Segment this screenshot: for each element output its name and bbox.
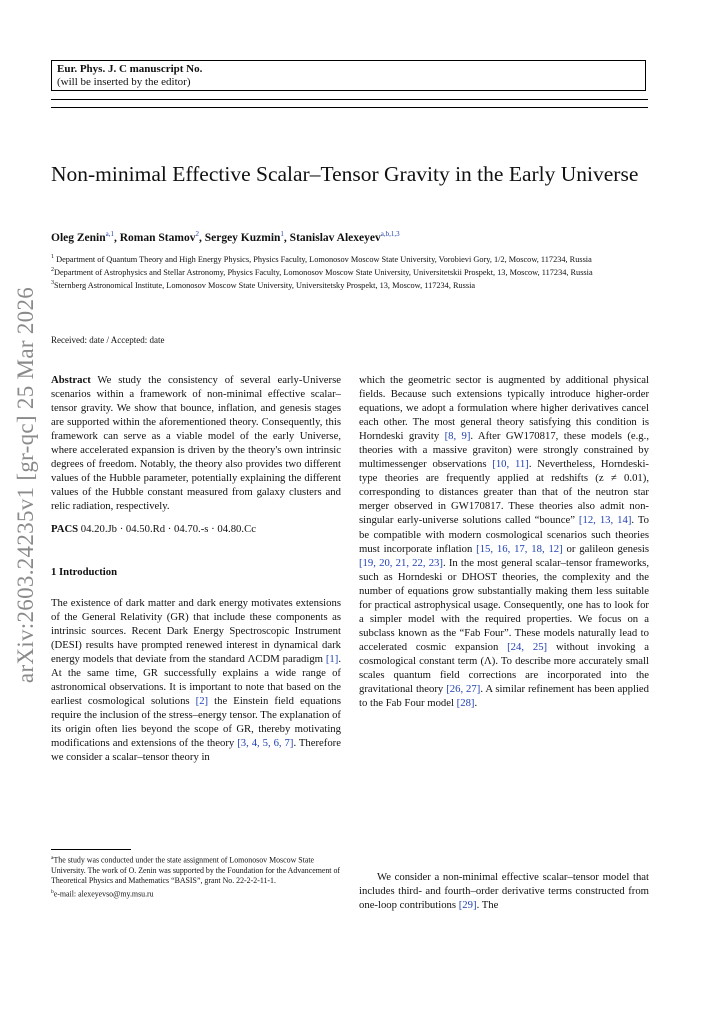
citation-link[interactable]: [15, 16, 17, 18, 12] <box>476 542 563 555</box>
citation-link[interactable]: [26, 27] <box>446 683 481 696</box>
citation-link[interactable]: [19, 20, 21, 22, 23] <box>359 556 443 569</box>
affiliation: $^2$Department of Astrophysics and Stellar Astronomy, Physics Faculty, Lomonosov Moscow State University, Universitetskii Prospekt, 13, Moscow, 117234, Russia <box>51 267 593 277</box>
right-column <box>359 373 649 710</box>
author-name: Roman Stamov <box>119 231 196 244</box>
paper-title: Non-minimal Effective Scalar–Tensor Gravity in the Early Universe <box>51 162 639 186</box>
citation-link[interactable]: [10, 11] <box>492 458 529 471</box>
footnote: $^a$The study was conducted under the state assignment of Lomonosov Moscow State University. The work of O. Zenin was supported by the Foundation for the Advancement of Theoretical Physics and Mathematics “BASIS”, grant No. 22-2-2-11-1. <box>51 855 341 886</box>
editor-note: (will be inserted by the editor) <box>57 76 191 88</box>
footnote: $^b$e-mail: alexeyevso@my.msu.ru <box>51 888 154 899</box>
right-column-bottom <box>359 870 649 912</box>
arxiv-sidebar-stamp <box>6 286 46 684</box>
author-list: Oleg Zenin$^{a,1}$, Roman Stamov$^2$, Sergey Kuzmin$^1$, Stanislav Alexeyev$^{a,b,1,3}$ <box>51 230 400 244</box>
author-name: Stanislav Alexeyev <box>289 231 381 244</box>
pacs-line <box>51 522 341 536</box>
citation-link[interactable]: [12, 13, 14] <box>578 514 632 527</box>
intro-paragraph: The existence of dark matter and dark energy motivates extensions of the General Relativity (GR) that include these components as intrinsic sources. Recent Dark Energy Spectroscopic Instrument (DESI) results have prompted renewed interest in dynamical dark energy models that deviate from the standard ΛCDM paradigm [1]. At the same time, GR successfully explains a wide range of astronomical observations. It is important to note that based on the earliest cosmological solutions [2] the Einstein field equations require the inclusion of the stress–energy tensor. The explanation of its origin often lies beyond the scope of GR, thereby motivating modifications and extensions of the theory [3, 4, 5, 6, 7]. Therefore we consider a scalar–tensor theory in <box>51 596 341 764</box>
header-rule <box>51 107 648 108</box>
journal-header-box <box>51 60 646 91</box>
left-column <box>51 373 341 764</box>
citation-link[interactable]: [24, 25] <box>507 640 548 653</box>
citation-link[interactable]: [2] <box>195 694 209 707</box>
citation-link[interactable]: [3, 4, 5, 6, 7] <box>237 737 294 750</box>
abstract-label: Abstract <box>51 374 91 386</box>
author-name: Oleg Zenin <box>51 231 106 244</box>
affiliations <box>51 252 651 291</box>
author-name: Sergey Kuzmin <box>204 231 281 244</box>
author-sup[interactable]: 2 <box>195 230 199 238</box>
journal-name: Eur. Phys. J. C manuscript No. <box>57 63 203 75</box>
abstract-text: We study the consistency of several early-Universe scenarios within a framework of non-minimal effective scalar–tensor gravity. We show that bounce, inflation, and genesis stages are supported within the aforementioned theory. Consequently, this framework can serve as a viable model of the early Universe, where accelerated expansion is driven by the theory's own intrinsic degrees of freedom. Notably, the theory also provides two different values of the Hubble parameter, potentially explaining the different values of the Hubble constant measured from galaxy clusters and relic radiation, respectively. <box>51 374 341 513</box>
footnotes <box>51 853 341 899</box>
paragraph: We consider a non-minimal effective scalar–tensor model that includes third- and fourth–order derivative terms constructed from one-loop contributions [29]. The <box>359 871 649 912</box>
author-sup[interactable]: a,b,1,3 <box>380 230 400 238</box>
citation-link[interactable]: [1] <box>325 652 339 665</box>
citation-link[interactable]: [28] <box>456 697 475 710</box>
author-sup[interactable]: a,1 <box>105 230 114 238</box>
pacs-label: PACS <box>51 523 79 536</box>
affiliation: $^1$ Department of Quantum Theory and High Energy Physics, Physics Faculty, Lomonosov Moscow State University, Vorobievi Gory, 1/2, Moscow, 117234, Russia <box>51 254 592 264</box>
received-date: Received: date / Accepted: date <box>51 335 165 345</box>
intro-paragraph-continued: which the geometric sector is augmented by additional physical fields. Because such extensions typically introduce higher-order equations, we adopt a formulation where higher derivatives cancel each other. The most general theory satisfying this condition is Horndeski gravity [8, 9]. After GW170817, these models (e.g., theories with a massive graviton) were strongly constrained by multimessenger observations [10, 11]. Nevertheless, Horndeski-type theories are frequently applied at redshifts (z ≠ 0.01), corresponding to distances greater than that of the neutron star merger observed in GW170817. These theories also admit non-singular early-universe solutions called “bounce” [12, 13, 14]. To be compatible with modern cosmological scenarios such theories must incorporate inflation [15, 16, 17, 18, 12] or galileon genesis [19, 20, 21, 22, 23]. In the most general scalar–tensor frameworks, such as Horndeski or DHOST theories, the complexity and the number of equations grow substantially making them less suitable for practical astrophysical usage. Consequently, one has to look for a simpler model with the required properties. We focus on a subclass known as the “Fab Four”. These models naturally lead to accelerated cosmic expansion [24, 25] without invoking a cosmological constant term (Λ). To describe more accurately small scales quantum field corrections are incorporated into the gravitational theory [26, 27]. A similar refinement has been applied to the Fab Four model [28]. <box>359 374 649 710</box>
abstract <box>51 373 341 513</box>
affiliation: $^3$Sternberg Astronomical Institute, Lomonosov Moscow State University, Universitetsky Prospekt, 13, Moscow, 117234, Russia <box>51 280 476 290</box>
author-sup[interactable]: 1 <box>280 230 284 238</box>
footnote-rule <box>51 849 131 850</box>
arxiv-id: arXiv:2603.24235v1 [gr-qc] 25 Mar 2026 <box>13 286 38 684</box>
section-heading: 1 Introduction <box>51 565 118 578</box>
pacs-codes: 04.20.Jb · 04.50.Rd · 04.70.-s · 04.80.Cc <box>80 523 256 536</box>
header-rule-thin <box>51 99 648 100</box>
citation-link[interactable]: [8, 9] <box>444 430 471 443</box>
citation-link[interactable]: [29] <box>458 899 477 912</box>
